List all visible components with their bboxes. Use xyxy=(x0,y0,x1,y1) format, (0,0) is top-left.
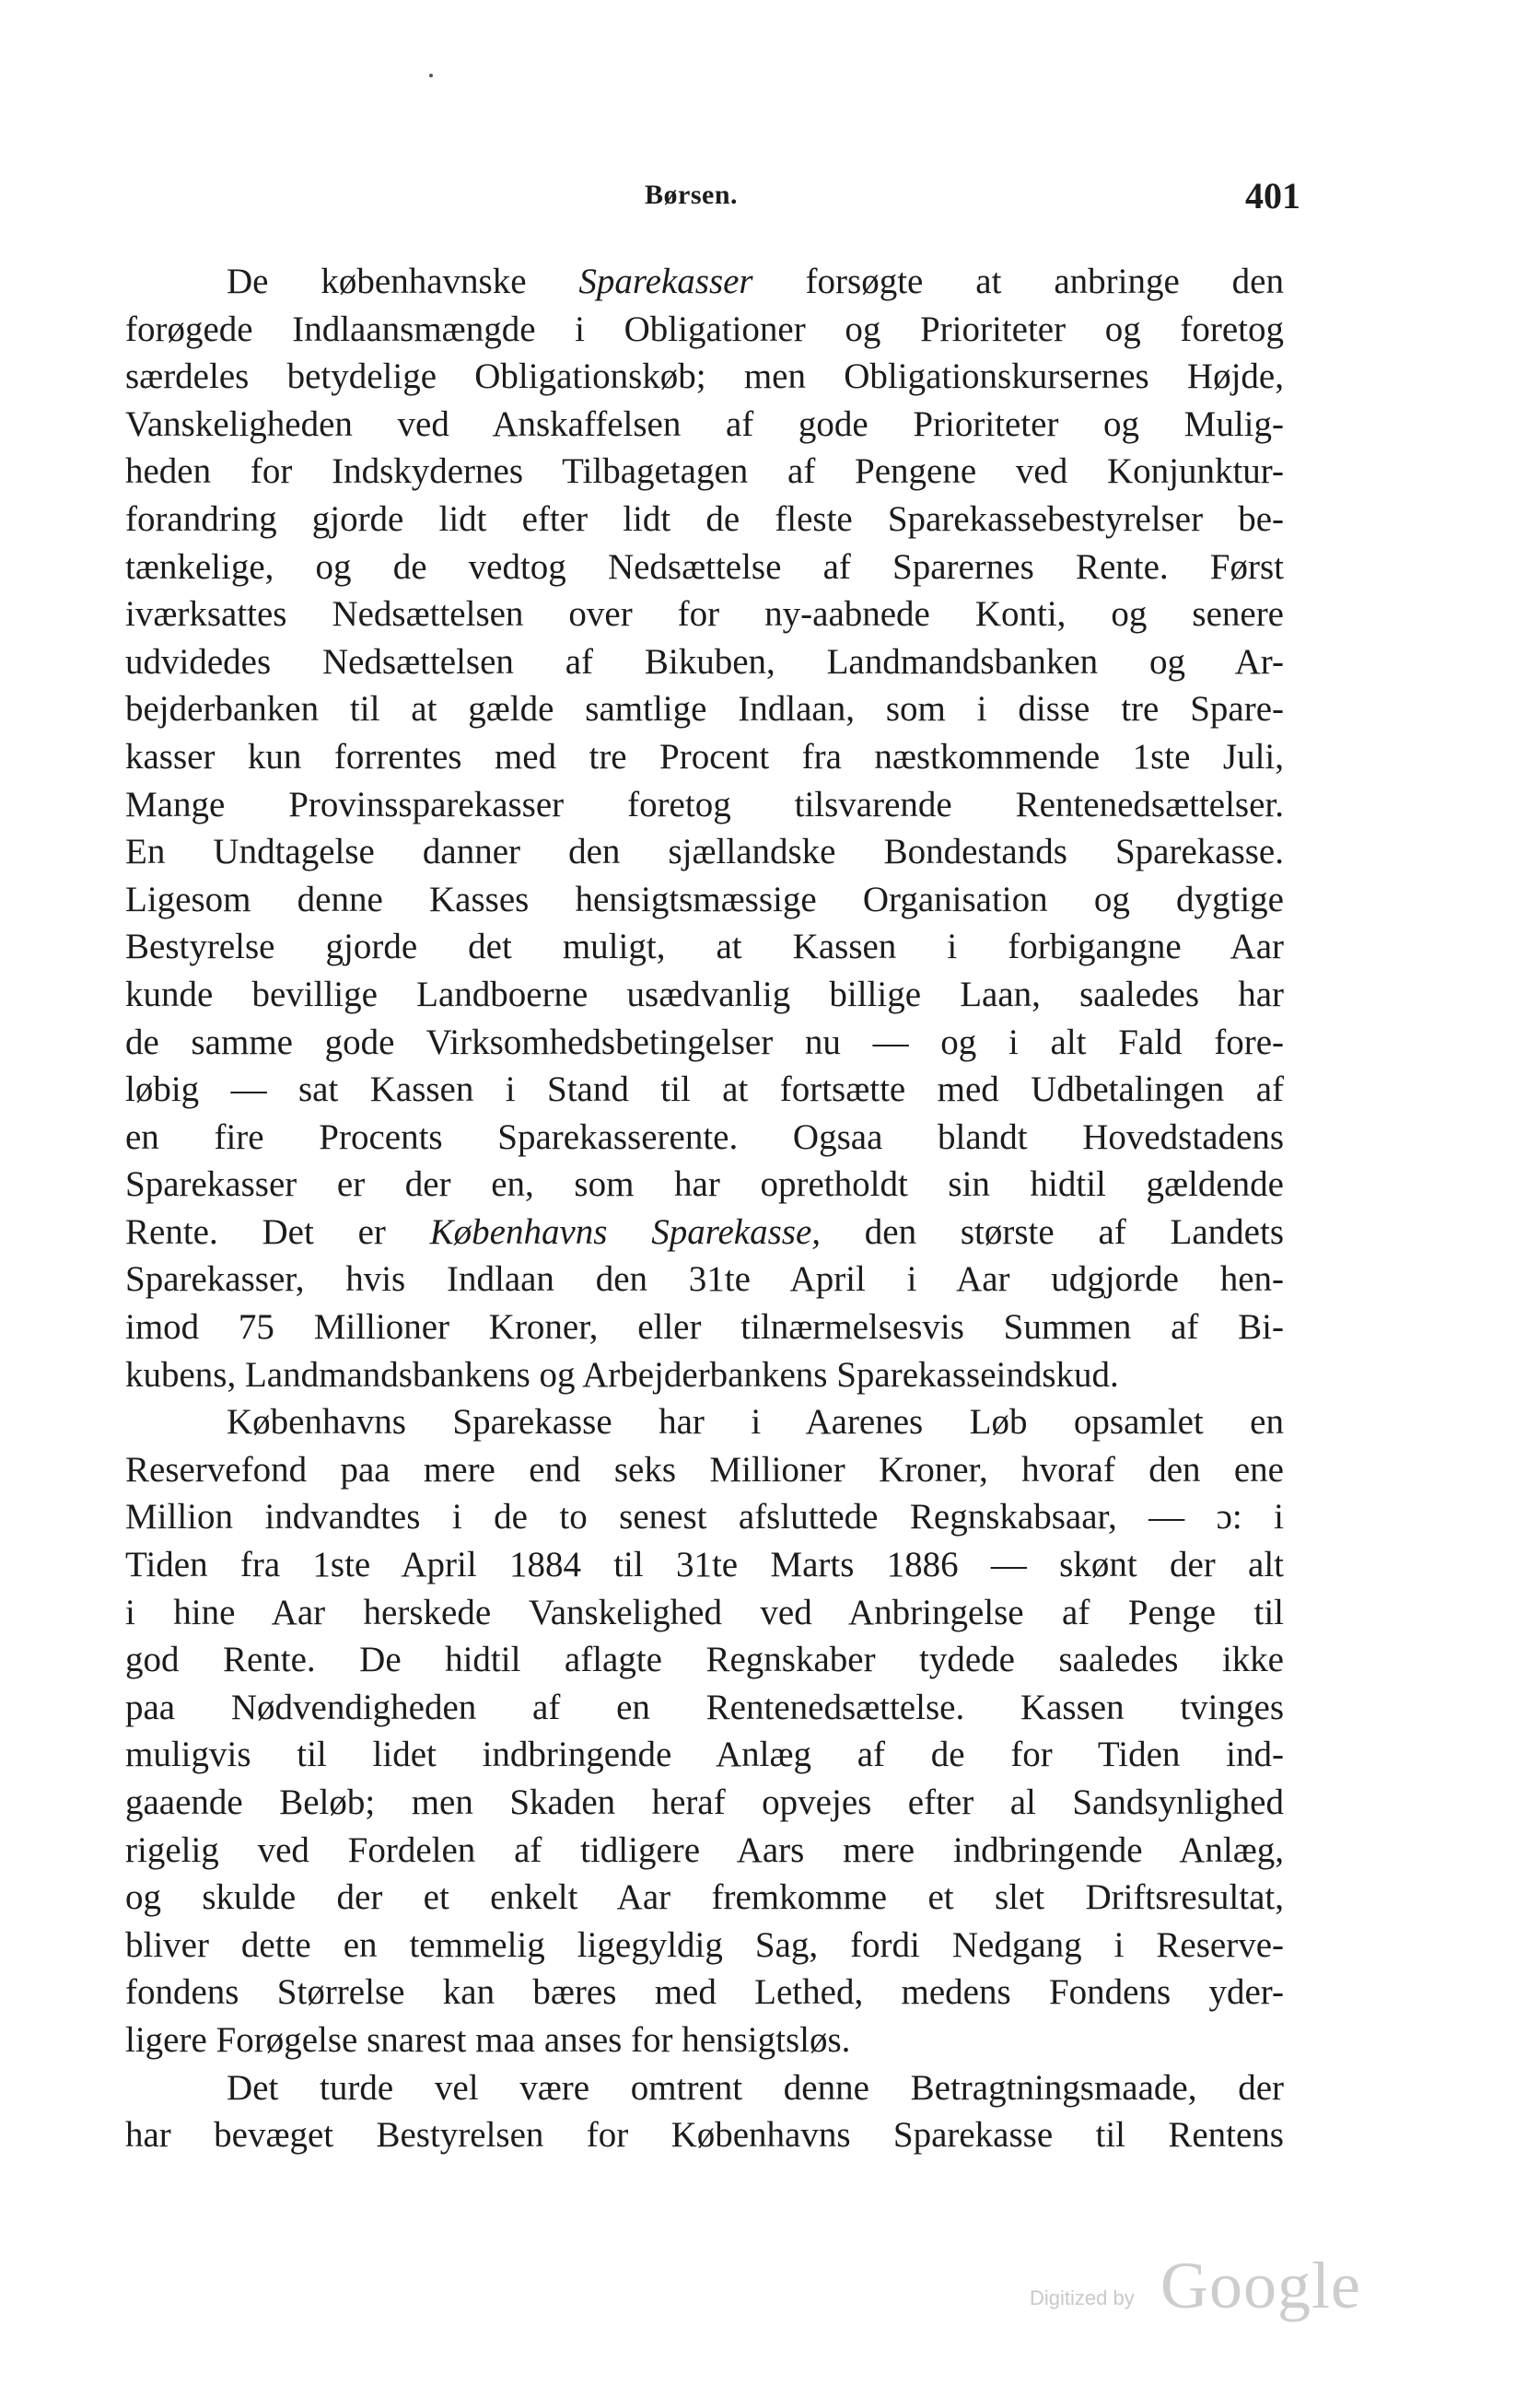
text-run: forøgede Indlaansmængde i Obligationer og Prioriteter og foretog xyxy=(125,309,1284,349)
text-run: Million indvandtes i de to senest afsluttede Regnskabsaar, — ɔ: i xyxy=(125,1497,1284,1537)
text-run: Det turde vel være omtrent denne Betragtningsmaade, der xyxy=(227,2067,1284,2108)
text-line xyxy=(125,1351,1284,1399)
text-line xyxy=(125,1446,1284,1494)
text-run: De københavnske xyxy=(227,262,579,301)
running-head xyxy=(0,175,1527,226)
text-run: Sparekasser er der en, som har opretholdt sin hidtil gældende xyxy=(125,1164,1284,1205)
paragraph xyxy=(125,258,1284,1398)
text-line xyxy=(125,1114,1284,1162)
text-run: løbig — sat Kassen i Stand til at fortsætte med Udbetalingen af xyxy=(125,1070,1284,1110)
text-run: ligere Forøgelse snarest maa anses for hensigtsløs. xyxy=(125,2019,851,2060)
google-logo: Google xyxy=(1160,2249,1361,2322)
text-run: bejderbanken til at gælde samtlige Indlaan, som i disse tre Spare- xyxy=(125,689,1284,730)
text-run: Tiden fra 1ste April 1884 til 31te Marts 1886 — skønt der alt xyxy=(125,1545,1284,1585)
page-number: 401 xyxy=(1245,175,1300,216)
text-line xyxy=(125,448,1284,496)
text-run: En Undtagelse danner den sjællandske Bondestands Sparekasse. xyxy=(125,832,1284,872)
text-run: iværksattes Nedsættelsen over for ny-aabnede Konti, og senere xyxy=(125,594,1284,635)
text-line xyxy=(125,1019,1284,1067)
text-run: Rente. Det er xyxy=(125,1211,430,1252)
text-run: heden for Indskydernes Tilbagetagen af Pengene ved Konjunktur- xyxy=(125,451,1284,492)
text-line xyxy=(125,1209,1284,1257)
text-run: gaaende Beløb; men Skaden heraf opvejes efter al Sandsynlighed xyxy=(125,1783,1284,1822)
italic-text-run: Københavns Sparekasse, xyxy=(429,1211,822,1252)
text-line xyxy=(125,353,1284,401)
text-run: kubens, Landmandsbankens og Arbejderbankens Sparekasseindskud. xyxy=(125,1354,1119,1395)
text-line xyxy=(125,1827,1284,1875)
text-run: Københavns Sparekasse har i Aarenes Løb opsamlet en xyxy=(227,1402,1284,1443)
text-line xyxy=(125,1541,1284,1589)
text-line xyxy=(125,638,1284,686)
text-run: forsøgte at anbringe den xyxy=(752,262,1284,301)
text-run: tænkelige, og de vedtog Nedsættelse af Sparernes Rente. Først xyxy=(125,546,1284,587)
text-run: i hine Aar herskede Vanskelighed ved Anbringelse af Penge til xyxy=(125,1592,1284,1632)
text-line xyxy=(125,1922,1284,1970)
text-line xyxy=(125,590,1284,638)
text-line xyxy=(125,306,1284,354)
text-line xyxy=(125,1636,1284,1684)
text-run: Bestyrelse gjorde det muligt, at Kassen i forbigangne Aar xyxy=(125,927,1284,967)
text-run: Mange Provinssparekasser foretog tilsvarende Rentenedsættelser. xyxy=(125,784,1284,824)
text-line xyxy=(125,1731,1284,1779)
running-title: Børsen. xyxy=(645,180,738,210)
text-line xyxy=(125,2064,1284,2112)
text-line xyxy=(125,1684,1284,1732)
text-line xyxy=(125,2016,1284,2064)
text-line xyxy=(125,1779,1284,1827)
text-run: fondens Størrelse kan bæres med Lethed, medens Fondens yder- xyxy=(125,1972,1284,2013)
text-line xyxy=(125,685,1284,733)
text-line xyxy=(125,1066,1284,1114)
text-line xyxy=(125,1161,1284,1209)
text-line xyxy=(125,1398,1284,1446)
text-run: udvidedes Nedsættelsen af Bikuben, Landmandsbanken og Ar- xyxy=(125,641,1284,682)
text-line xyxy=(125,401,1284,449)
italic-text-run: Sparekasser xyxy=(578,262,753,301)
text-run: paa Nødvendigheden af en Rentenedsættelse. Kassen tvinges xyxy=(125,1687,1284,1727)
text-run: en fire Procents Sparekasserente. Ogsaa blandt Hovedstadens xyxy=(125,1116,1284,1157)
text-line xyxy=(125,923,1284,971)
text-run: særdeles betydelige Obligationskøb; men Obligationskursernes Højde, xyxy=(125,357,1284,397)
text-line xyxy=(125,1969,1284,2016)
text-line xyxy=(125,1874,1284,1922)
text-line xyxy=(125,876,1284,924)
text-run: Vanskeligheden ved Anskaffelsen af gode Prioriteter og Mulig- xyxy=(125,403,1284,444)
text-run: imod 75 Millioner Kroner, eller tilnærmelsesvis Summen af Bi- xyxy=(125,1307,1284,1348)
text-line xyxy=(125,1303,1284,1351)
text-line xyxy=(125,544,1284,591)
text-run: kunde bevillige Landboerne usædvanlig billige Laan, saaledes har xyxy=(125,974,1284,1014)
page-speck xyxy=(429,74,433,77)
body-text xyxy=(125,258,1284,2159)
paragraph xyxy=(125,2064,1284,2159)
text-run: har bevæget Bestyrelsen for Københavns Sparekasse til Rentens xyxy=(125,2115,1284,2156)
text-line xyxy=(125,2111,1284,2159)
paragraph xyxy=(125,1398,1284,2063)
text-line xyxy=(125,1589,1284,1637)
text-line xyxy=(125,733,1284,781)
text-run: den største af Landets xyxy=(821,1211,1284,1252)
text-run: Ligesom denne Kasses hensigtsmæssige Organisation og dygtige xyxy=(125,879,1284,919)
text-run: Reservefond paa mere end seks Millioner Kroner, hvoraf den ene xyxy=(125,1449,1284,1490)
text-run: god Rente. De hidtil aflagte Regnskaber tydede saaledes ikke xyxy=(125,1640,1284,1680)
text-line xyxy=(125,828,1284,876)
text-line xyxy=(125,1256,1284,1303)
text-run: Sparekasser, hvis Indlaan den 31te April i Aar udgjorde hen- xyxy=(125,1259,1284,1300)
digitized-by-google-watermark xyxy=(1022,2248,1391,2331)
text-run: og skulde der et enkelt Aar fremkomme et slet Driftsresultat, xyxy=(125,1877,1284,1918)
text-run: de samme gode Virksomhedsbetingelser nu — og i alt Fald fore- xyxy=(125,1022,1284,1062)
text-run: kasser kun forrentes med tre Procent fra næstkommende 1ste Juli, xyxy=(125,736,1284,777)
text-run: rigelig ved Fordelen af tidligere Aars mere indbringende Anlæg, xyxy=(125,1829,1284,1870)
digitized-label: Digitized by xyxy=(1030,2286,1135,2309)
text-line xyxy=(125,496,1284,544)
text-line xyxy=(125,971,1284,1019)
text-line xyxy=(125,781,1284,829)
text-run: bliver dette en temmelig ligegyldig Sag, fordi Nedgang i Reserve- xyxy=(125,1924,1284,1965)
text-run: muligvis til lidet indbringende Anlæg af de for Tiden ind- xyxy=(125,1735,1284,1775)
text-run: forandring gjorde lidt efter lidt de fleste Sparekassebestyrelser be- xyxy=(125,498,1284,539)
text-line xyxy=(125,258,1284,306)
text-line xyxy=(125,1493,1284,1541)
